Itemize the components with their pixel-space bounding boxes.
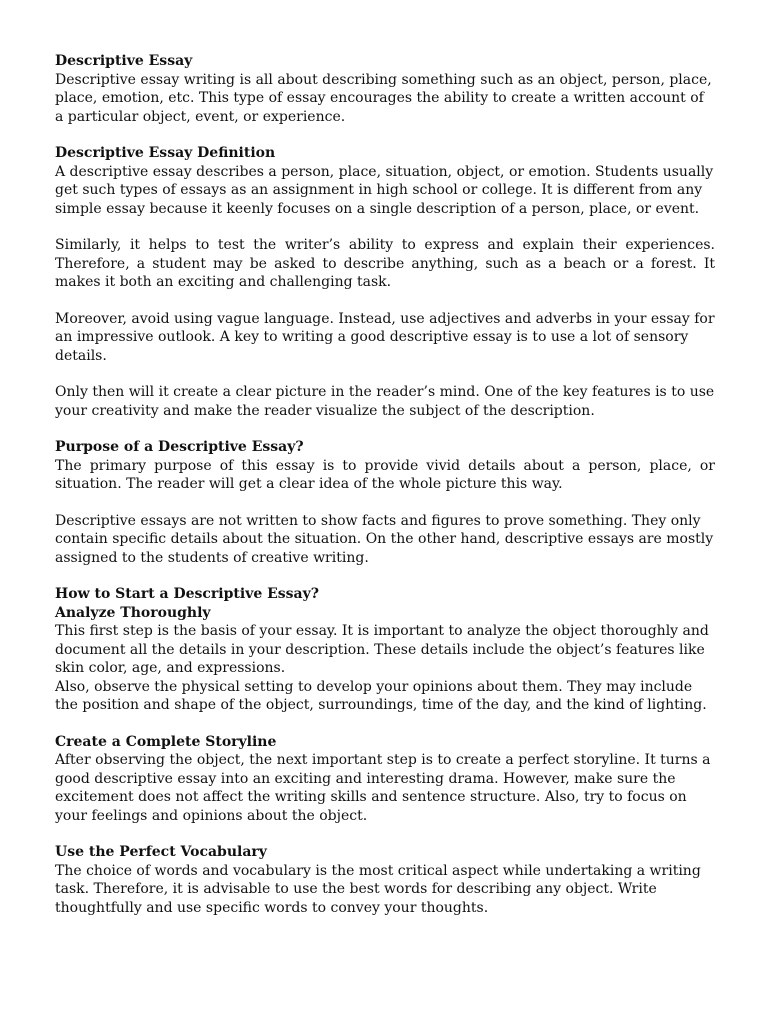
analyze-paragraph: This first step is the basis of your essay. It is important to analyze the object thoroughly and document all the details in your description. These details include the object’s features like skin color, age, and expressions. (55, 623, 709, 676)
storyline-paragraph: After observing the object, the next important step is to create a perfect storyline. It turns a good descriptive essay into an exciting and interesting drama. However, make sure the excitement does not affect the writing skills and sentence structure. Also, try to focus on your feelings and opinions about the object. (55, 752, 711, 824)
storyline-heading: Create a Complete Storyline (55, 733, 277, 750)
vocabulary-section (55, 843, 715, 917)
definition-paragraph: Similarly, it helps to test the writer’s ability to express and explain their experiences. Therefore, a student may be asked to describe anything, such as a beach or a forest. It makes it both an exciting and challenging task. (55, 237, 715, 290)
vocabulary-heading: Use the Perfect Vocabulary (55, 844, 267, 860)
purpose-heading: Purpose of a Descriptive Essay? (55, 439, 304, 455)
definition-paragraph: A descriptive essay describes a person, place, situation, object, or emotion. Students usually get such types of essays as an assignment in high school or college. It is different from any simple essay because it keenly focuses on a single description of a person, place, or event. (55, 163, 714, 217)
definition-paragraph: Only then will it create a clear picture in the reader’s mind. One of the key features is to use your creativity and make the reader visualize the subject of the description. (55, 384, 715, 419)
intro-paragraph: Descriptive essay writing is all about describing something such as an object, person, place, place, emotion, etc. This type of essay encourages the ability to create a written account of a particular object, event, or experience. (55, 71, 712, 125)
vocabulary-paragraph: The choice of words and vocabulary is the most critical aspect while undertaking a writing task. Therefore, it is advisable to use the best words for describing any object. Write thoughtfully and use specific words to convey your thoughts. (55, 862, 701, 916)
definition-section (55, 144, 715, 420)
purpose-paragraph: The primary purpose of this essay is to provide vivid details about a person, place, or situation. The reader will get a clear idea of the whole picture this way. (55, 457, 715, 492)
intro-heading: Descriptive Essay (55, 53, 193, 69)
definition-heading: Descriptive Essay Definition (55, 145, 276, 161)
storyline-section (55, 733, 715, 826)
howto-section (55, 585, 715, 715)
purpose-paragraph: Descriptive essays are not written to show facts and figures to prove something. They only contain specific details about the situation. On the other hand, descriptive essays are mostly assigned to the students of creative writing. (55, 512, 714, 566)
definition-paragraph: Moreover, avoid using vague language. Instead, use adjectives and adverbs in your essay for an impressive outlook. A key to writing a good descriptive essay is to use a lot of sensory details. (55, 310, 715, 364)
intro-section (55, 52, 715, 126)
purpose-section (55, 438, 715, 567)
analyze-heading: Analyze Thoroughly (55, 604, 211, 621)
document-page (55, 52, 715, 917)
howto-heading: How to Start a Descriptive Essay? (55, 586, 319, 602)
analyze-paragraph: Also, observe the physical setting to develop your opinions about them. They may include the position and shape of the object, surroundings, time of the day, and the kind of lighting. (55, 678, 707, 713)
